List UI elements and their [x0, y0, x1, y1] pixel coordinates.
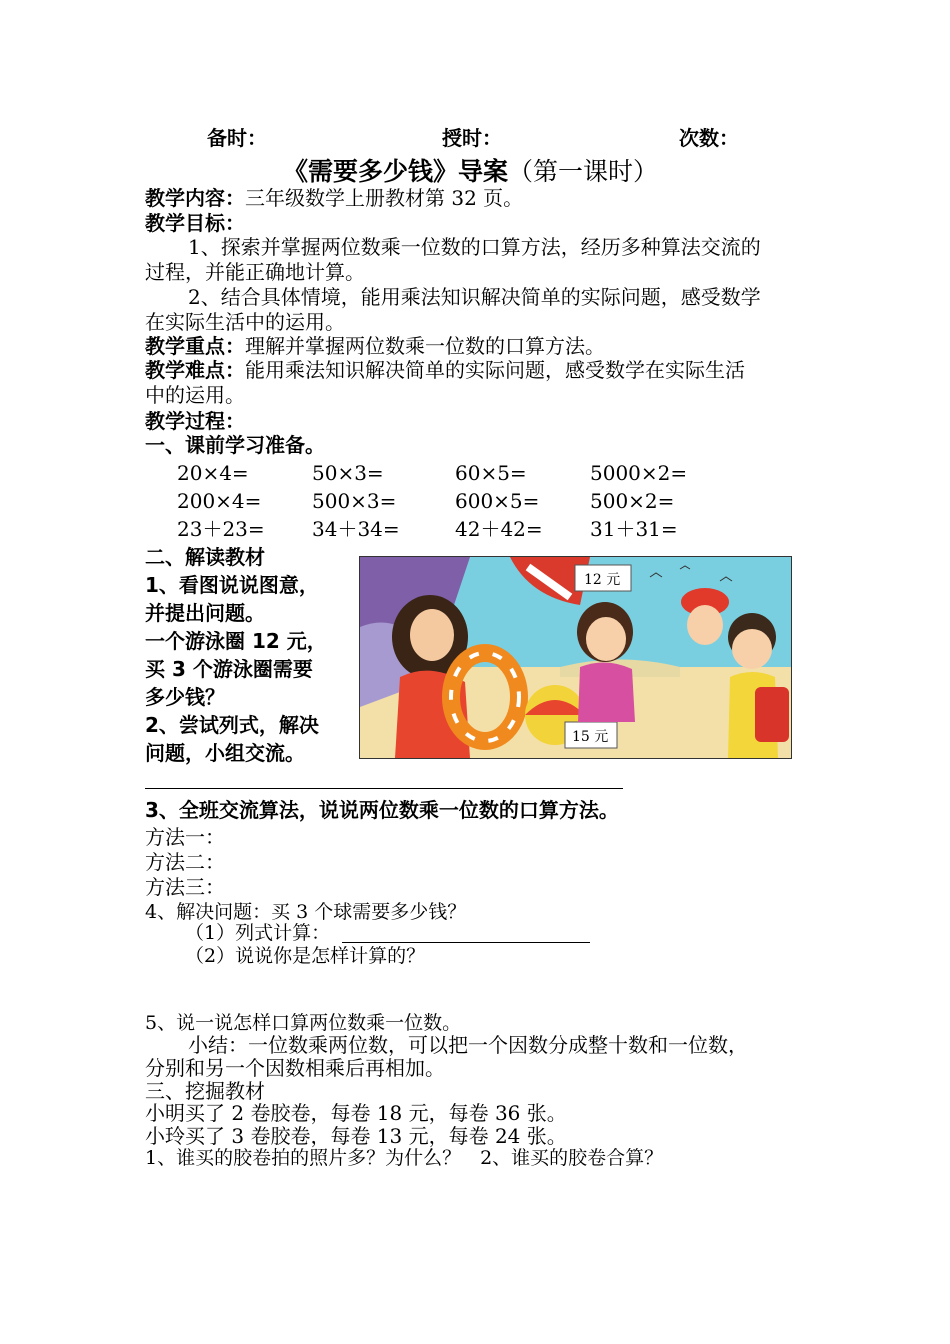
- illustration-svg: [360, 557, 791, 758]
- problem-line-2: 买 3 个游泳圈需要: [145, 657, 313, 681]
- key-text: 理解并掌握两位数乘一位数的口算方法。: [245, 334, 605, 358]
- exercise-cell: 23＋23=: [177, 517, 265, 541]
- section-1-heading: 一、课前学习准备。: [145, 433, 325, 457]
- method-2: 方法二：: [145, 850, 225, 874]
- question-2-line-2: 问题，小组交流。: [145, 741, 305, 765]
- goal-2-line-1: 2、结合具体情境，能用乘法知识解决简单的实际问题，感受数学: [188, 285, 761, 309]
- exercise-cell: 42＋42=: [455, 517, 543, 541]
- question-2-line-1: 2、尝试列式，解决: [145, 713, 319, 737]
- exercise-cell: 60×5=: [455, 461, 527, 485]
- method-3: 方法三：: [145, 875, 225, 899]
- exercise-cell: 5000×2=: [590, 461, 688, 485]
- goal-1-line-1: 1、探索并掌握两位数乘一位数的口算方法，经历多种算法交流的: [188, 235, 761, 259]
- exercise-cell: 20×4=: [177, 461, 249, 485]
- method-1: 方法一：: [145, 825, 225, 849]
- section-3-questions: 1、谁买的胶卷拍的照片多？为什么？ 2、谁买的胶卷合算？: [145, 1147, 664, 1169]
- exercise-cell: 34＋34=: [312, 517, 400, 541]
- exercise-cell: 200×4=: [177, 489, 262, 513]
- difficulty-label: 教学难点：: [145, 358, 245, 382]
- summary-line-2: 分别和另一个因数相乘后再相加。: [145, 1056, 445, 1080]
- key-point: [145, 334, 605, 358]
- summary-line-1: 小结：一位数乘两位数，可以把一个因数分成整十数和一位数，: [188, 1033, 748, 1057]
- question-1-line-1: 1、看图说说图意，: [145, 573, 319, 597]
- count-label: 次数：: [679, 126, 739, 150]
- goal-1-line-2: 过程，并能正确地计算。: [145, 260, 365, 284]
- problem-line-3: 多少钱？: [145, 685, 225, 709]
- page-title: [283, 157, 658, 187]
- process-label: 教学过程：: [145, 409, 245, 433]
- difficulty-text: 能用乘法知识解决简单的实际问题，感受数学在实际生活: [245, 358, 745, 382]
- exercise-cell: 500×3=: [312, 489, 397, 513]
- film-xiaoming: 小明买了 2 卷胶卷，每卷 18 元，每卷 36 张。: [145, 1101, 567, 1125]
- exercise-cell: 600×5=: [455, 489, 540, 513]
- title-main: 《需要多少钱》导案: [283, 157, 509, 186]
- question-4-2: （2）说说你是怎样计算的？: [185, 945, 426, 967]
- prep-time-label: 备时：: [207, 126, 267, 150]
- exercise-cell: 500×2=: [590, 489, 675, 513]
- content-text: 三年级数学上册教材第 32 页。: [245, 186, 524, 210]
- question-4-1: （1）列式计算：: [185, 922, 331, 944]
- title-sub: （第一课时）: [508, 157, 659, 186]
- exercise-cell: 31＋31=: [590, 517, 678, 541]
- question-5: 5、说一说怎样口算两位数乘一位数。: [145, 1012, 462, 1034]
- question-4: 4、解决问题：买 3 个球需要多少钱？: [145, 901, 467, 923]
- film-xiaoling: 小玲买了 3 卷胶卷，每卷 13 元，每卷 24 张。: [145, 1124, 567, 1148]
- teach-time-label: 授时：: [442, 126, 502, 150]
- difficulty-line-2: 中的运用。: [145, 383, 245, 407]
- section-2-heading: 二、解读教材: [145, 545, 265, 569]
- formula-answer-line: [342, 942, 590, 943]
- price-sign-12: 12 元: [584, 572, 621, 588]
- question-3: 3、全班交流算法，说说两位数乘一位数的口算方法。: [145, 798, 619, 822]
- problem-line-1: 一个游泳圈 12 元，: [145, 629, 327, 653]
- exercise-cell: 50×3=: [312, 461, 384, 485]
- section-3-heading: 三、挖掘教材: [145, 1079, 265, 1103]
- question-1-line-2: 并提出问题。: [145, 601, 265, 625]
- teaching-content: [145, 186, 523, 210]
- key-label: 教学重点：: [145, 334, 245, 358]
- swim-shop-illustration: [359, 556, 792, 759]
- answer-line: [145, 788, 623, 789]
- difficulty-line-1: [145, 358, 745, 382]
- goals-label: 教学目标：: [145, 211, 245, 235]
- price-sign-15: 15 元: [572, 729, 609, 745]
- content-label: 教学内容：: [145, 186, 245, 210]
- goal-2-line-2: 在实际生活中的运用。: [145, 310, 345, 334]
